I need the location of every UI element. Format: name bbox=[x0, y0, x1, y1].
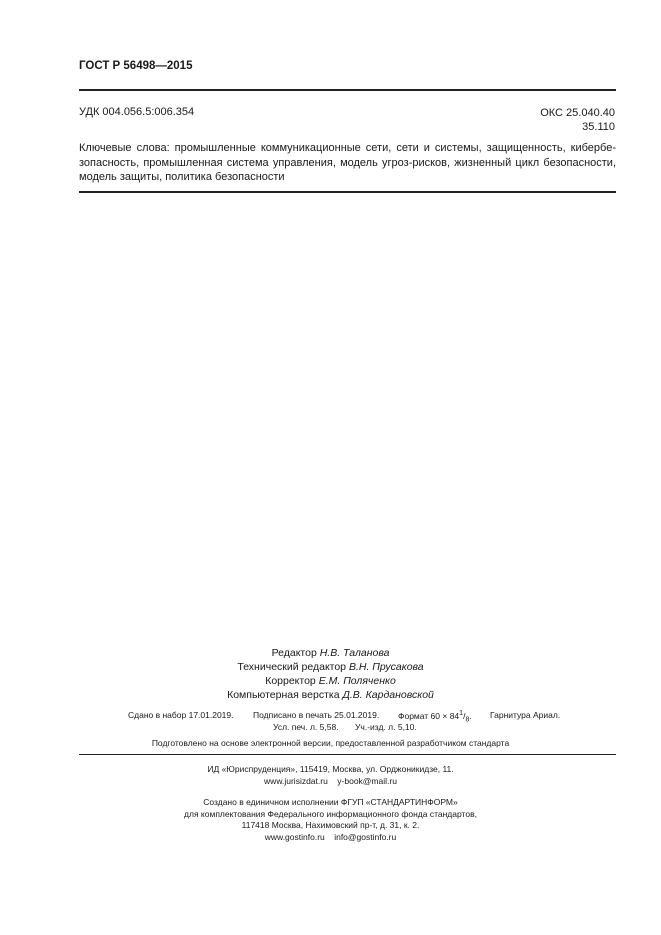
tech-editor-label: Технический редактор bbox=[237, 661, 347, 673]
editorial-credits bbox=[0, 646, 661, 702]
prepared-note: Подготовлено на основе электронной версии, предоставленной разработчиком стандарта bbox=[151, 738, 510, 748]
keywords-paragraph: Ключевые слова: промышленные коммуникационные сети, сети и системы, защищенность, кибербе-зопасность, промышленная система управления, модель угроз-рисков, жизненный цикл безопасности, модель защиты, политика безопасности bbox=[79, 142, 616, 183]
keywords-rule bbox=[79, 191, 616, 193]
corrector-line bbox=[0, 674, 661, 688]
format-prefix: Формат 60 × 84 bbox=[398, 710, 460, 721]
editor-label: Редактор bbox=[271, 647, 317, 659]
oks-code-line2: 35.110 bbox=[582, 121, 615, 133]
layout-label: Компьютерная верстка bbox=[227, 689, 340, 701]
udk-code: УДК 004.056.5:006.354 bbox=[79, 106, 195, 118]
creator-site[interactable]: www.gostinfo.ru bbox=[264, 831, 325, 842]
publisher-address: ИД «Юриспруденция», 115419, Москва, ул. Орджоникидзе, 11. bbox=[207, 764, 454, 774]
font-info: Гарнитура Ариал. bbox=[490, 710, 561, 720]
oks-code-line1: ОКС 25.040.40 bbox=[540, 107, 615, 119]
corrector-label: Корректор bbox=[265, 675, 316, 687]
oks-code bbox=[540, 106, 615, 134]
editor-line bbox=[0, 646, 661, 660]
creator-contacts bbox=[0, 832, 661, 844]
signed-date: Подписано в печать 25.01.2019. bbox=[253, 710, 380, 720]
tech-editor-name: В.Н. Прусакова bbox=[348, 661, 424, 673]
print-sheets: Усл. печ. л. 5,58. bbox=[273, 722, 339, 732]
header-rule bbox=[79, 89, 616, 91]
creator-email[interactable]: info@gostinfo.ru bbox=[334, 831, 397, 842]
publisher-info bbox=[0, 764, 661, 787]
creator-line1: Создано в единичном исполнении ФГУП «СТАНДАРТИНФОРМ» bbox=[203, 797, 458, 807]
format-numerator: 1 bbox=[459, 710, 464, 717]
format-denominator: 8 bbox=[465, 716, 470, 724]
editor-name: Н.В. Таланова bbox=[319, 647, 390, 659]
tech-editor-line bbox=[0, 660, 661, 674]
creator-line3: 117418 Москва, Нахимовский пр-т, д. 31, к. 2. bbox=[241, 820, 420, 830]
creator-info bbox=[0, 797, 661, 843]
corrector-name: Е.М. Поляченко bbox=[318, 675, 396, 687]
publisher-email[interactable]: y-book@mail.ru bbox=[337, 775, 397, 786]
layout-line bbox=[0, 688, 661, 702]
standard-code: ГОСТ Р 56498—2015 bbox=[79, 60, 193, 72]
footer-rule bbox=[79, 754, 616, 755]
layout-name: Д.В. Кардановской bbox=[342, 689, 434, 701]
publisher-site[interactable]: www.jurisizdat.ru bbox=[264, 775, 328, 786]
pub-sheets: Уч.-изд. л. 5,10. bbox=[355, 722, 417, 732]
submitted-date: Сдано в набор 17.01.2019. bbox=[128, 710, 234, 720]
creator-line2: для комплектования Федерального информационного фонда стандартов, bbox=[184, 808, 477, 819]
publisher-contacts bbox=[0, 776, 661, 788]
print-format: Формат $60 \times 84^1/_8$. bbox=[398, 710, 472, 724]
